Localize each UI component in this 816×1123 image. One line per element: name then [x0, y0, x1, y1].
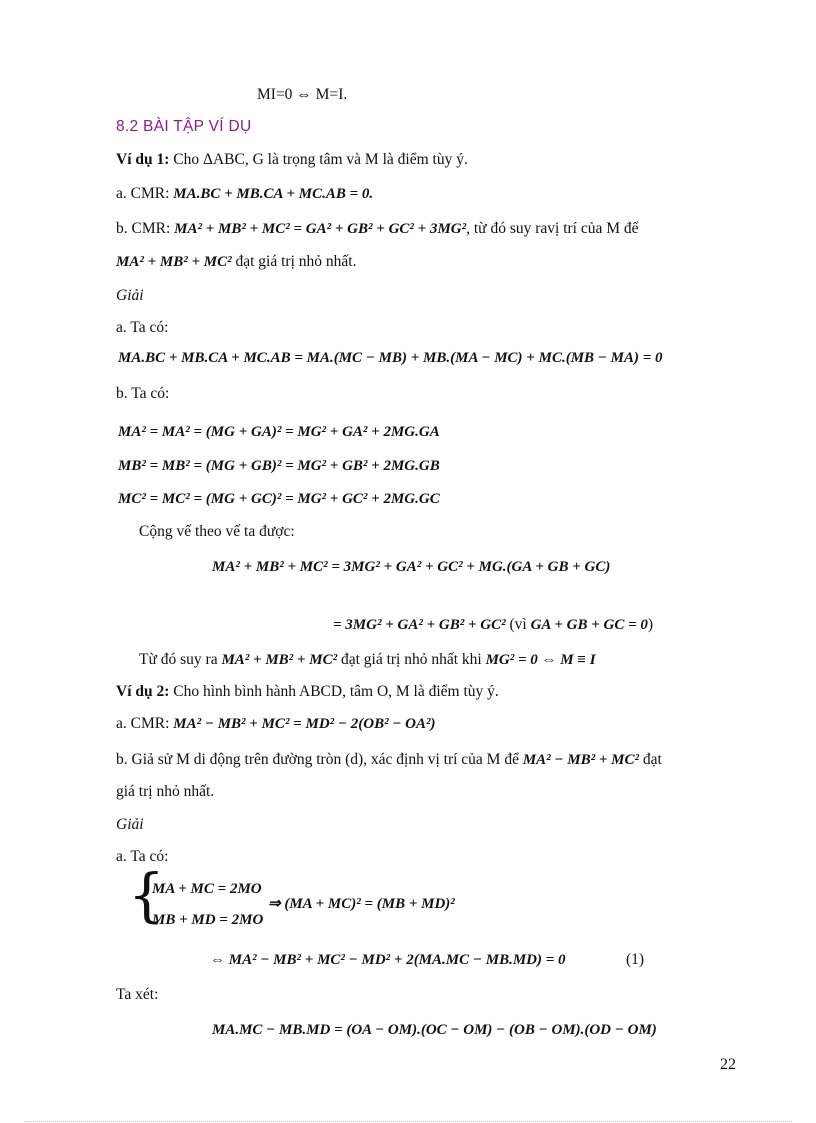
part-b-text-2: đạt giá trị nhỏ nhất.: [231, 253, 357, 270]
conclusion-formula: MA² + MB² + MC²: [221, 652, 338, 668]
system-implication: ⇒ (MA + MC)² = (MB + MD)²: [268, 896, 455, 912]
example-1-label: Ví dụ 1:: [116, 151, 170, 168]
system-brace: {: [128, 861, 165, 929]
example-2-label: Ví dụ 2:: [116, 683, 170, 700]
part-b-label: b. CMR:: [116, 220, 175, 237]
part-b-formula-2: MA² + MB² + MC²: [116, 254, 232, 270]
part-b-text: , từ đó suy ravị trí của M để: [466, 220, 639, 237]
part-a-formula: MA.BC + MB.CA + MC.AB = 0.: [173, 186, 374, 202]
page-bottom-divider: [24, 1121, 792, 1122]
equivalence-equation: ⇔ MA² − MB² + MC² − MD² + 2(MA.MC − MB.MD) = 0: [210, 952, 566, 968]
sum-equation-1: MA² + MB² + MC² = 3MG² + GA² + GC² + MG.(GA + GB + GC): [212, 559, 611, 575]
example-2-text: Cho hình bình hành ABCD, tâm O, M là điểm tùy ý.: [169, 683, 499, 700]
solution-1-b-eq-2: MB² = MB² = (MG + GB)² = MG² + GB² + 2MG.GB: [118, 458, 440, 474]
solution-2-a-label: a. Ta có:: [116, 848, 169, 865]
section-title: 8.2 BÀI TẬP VÍ DỤ: [116, 118, 252, 135]
sum-equation-2-note: (vì: [505, 616, 531, 633]
conclusion-formula-2: MG² = 0 ⇔ M ≡ I: [485, 652, 596, 668]
example-2-statement: [116, 682, 499, 702]
example-2-part-b-text: b. Giả sử M di động trên đường tròn (d), xác định vị trí của M để: [116, 751, 523, 768]
example-2-part-a-label: a. CMR:: [116, 715, 174, 732]
consider-text: Ta xét:: [116, 986, 159, 1003]
example-2-part-b-formula: MA² − MB² + MC²: [522, 752, 639, 768]
conclusion-text: Từ đó suy ra: [139, 651, 222, 668]
part-a-label: a. CMR:: [116, 185, 174, 202]
consider-equation: MA.MC − MB.MD = (OA − OM).(OC − OM) − (OB − OM).(OD − OM): [212, 1022, 657, 1038]
example-2-part-b: [116, 750, 662, 770]
solution-1-a-label: a. Ta có:: [116, 319, 169, 336]
solution-1-b-eq-3: MC² = MC² = (MG + GC)² = MG² + GC² + 2MG.GC: [118, 491, 440, 507]
example-2-part-b-text-2: đạt: [639, 751, 662, 768]
example-2-part-a: [116, 714, 436, 734]
example-1-part-b-cont: [116, 252, 356, 272]
example-1-statement: [116, 150, 468, 170]
example-1-part-a: [116, 184, 373, 204]
example-2-part-a-formula: MA² − MB² + MC² = MD² − 2(OB² − OA²): [173, 716, 436, 732]
solution-1-b-label: b. Ta có:: [116, 385, 170, 402]
conclusion-1: [139, 650, 596, 670]
example-1-part-b: [116, 219, 639, 239]
example-1-text: Cho ΔABC, G là trọng tâm và M là điểm tùy ý.: [169, 151, 468, 168]
solution-1-b-eq-1: MA² = MA² = (MG + GA)² = MG² + GA² + 2MG.GA: [118, 424, 440, 440]
equation-number: (1): [626, 951, 645, 968]
solution-heading-1: Giải: [116, 287, 144, 304]
equivalence-line: MI=0 ⇔ M=I.: [257, 86, 348, 103]
sum-equation-2: [333, 615, 653, 635]
sum-equation-2-close: ): [647, 616, 654, 633]
part-b-formula: MA² + MB² + MC² = GA² + GB² + GC² + 3MG²: [174, 221, 467, 237]
solution-heading-2: Giải: [116, 816, 144, 833]
solution-1-a-formula: MA.BC + MB.CA + MC.AB = MA.(MC − MB) + MB.(MA − MC) + MC.(MB − MA) = 0: [118, 350, 663, 366]
system-equation-1: MA + MC = 2MO: [152, 881, 262, 897]
page-number: 22: [720, 1056, 736, 1073]
system-equation-2: MB + MD = 2MO: [152, 912, 264, 928]
example-2-part-b-cont: giá trị nhỏ nhất.: [116, 783, 215, 800]
sum-text: Cộng vế theo vế ta được:: [139, 523, 295, 540]
conclusion-text-2: đạt giá trị nhỏ nhất khi: [337, 651, 486, 668]
sum-equation-2-note-formula: GA + GB + GC = 0: [530, 617, 648, 633]
sum-equation-2-formula: = 3MG² + GA² + GB² + GC²: [333, 617, 506, 633]
